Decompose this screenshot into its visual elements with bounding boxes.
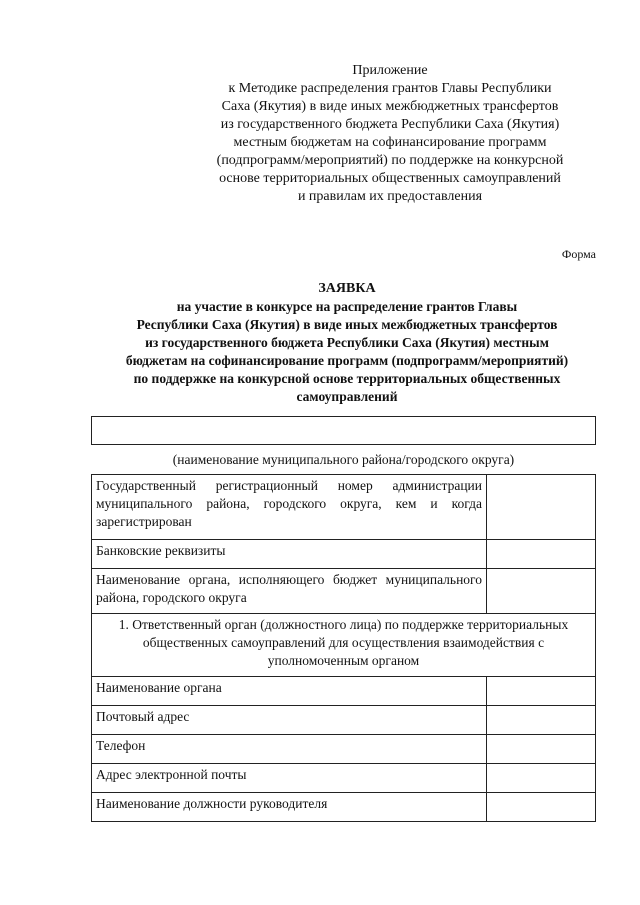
table-row xyxy=(92,540,596,569)
application-table xyxy=(91,474,596,822)
appendix-line: и правилам их предоставления xyxy=(297,189,483,204)
title-line: по поддержке на конкурсной основе территориальных общественных xyxy=(133,371,561,386)
municipality-caption: (наименование муниципального района/городского округа) xyxy=(172,452,515,467)
table-row xyxy=(92,614,596,677)
postal-address-label: Почтовый адрес xyxy=(92,706,487,735)
appendix-line: местным бюджетам на софинансирование программ xyxy=(233,135,547,150)
table-row xyxy=(92,677,596,706)
table-row xyxy=(92,706,596,735)
email-label: Адрес электронной почты xyxy=(92,764,487,793)
title-line: из государственного бюджета Республики Саха (Якутия) местным xyxy=(145,335,549,350)
appendix-line: к Методике распределения грантов Главы Республики xyxy=(228,81,552,96)
org-name-label: Наименование органа xyxy=(92,677,487,706)
appendix-line: из государственного бюджета Республики Саха (Якутия) xyxy=(220,117,560,132)
postal-address-value-cell[interactable] xyxy=(487,706,596,735)
title-line: Республики Саха (Якутия) в виде иных межбюджетных трансфертов xyxy=(136,317,558,332)
title-line: самоуправлений xyxy=(296,389,398,404)
budget-body-label: Наименование органа, исполняющего бюджет муниципального района, городского округа xyxy=(92,569,487,614)
email-value-cell[interactable] xyxy=(487,764,596,793)
phone-label: Телефон xyxy=(92,735,487,764)
phone-value-cell[interactable] xyxy=(487,735,596,764)
bank-details-label: Банковские реквизиты xyxy=(92,540,487,569)
title-heading: ЗАЯВКА xyxy=(318,281,376,296)
table-row xyxy=(92,569,596,614)
bank-details-value-cell[interactable] xyxy=(487,540,596,569)
reg-number-value-cell[interactable] xyxy=(487,475,596,540)
appendix-header xyxy=(190,62,590,206)
table-row xyxy=(92,764,596,793)
municipality-name-field[interactable] xyxy=(91,416,596,445)
document-title xyxy=(92,280,602,406)
reg-number-label: Государственный регистрационный номер администрации муниципального района, городского округа, кем и когда зарегистрирован xyxy=(92,475,487,540)
appendix-line: основе территориальных общественных самоуправлений xyxy=(219,171,561,186)
budget-body-value-cell[interactable] xyxy=(487,569,596,614)
form-label: Форма xyxy=(561,247,596,261)
appendix-line: Саха (Якутия) в виде иных межбюджетных трансфертов xyxy=(221,99,559,114)
appendix-line: (подпрограмм/мероприятий) по поддержке на конкурсной xyxy=(216,153,564,168)
head-position-value-cell[interactable] xyxy=(487,793,596,822)
org-name-value-cell[interactable] xyxy=(487,677,596,706)
table-row xyxy=(92,793,596,822)
table-row xyxy=(92,475,596,540)
title-line: на участие в конкурсе на распределение грантов Главы xyxy=(176,299,518,314)
title-line: бюджетам на софинансирование программ (подпрограмм/мероприятий) xyxy=(125,353,569,368)
table-row xyxy=(92,735,596,764)
section-1-title: 1. Ответственный орган (должностного лица) по поддержке территориальных общественных самоуправлений для осуществления взаимодействия с уполномоченным органом xyxy=(92,614,596,677)
appendix-line: Приложение xyxy=(352,63,428,78)
head-position-label: Наименование должности руководителя xyxy=(92,793,487,822)
